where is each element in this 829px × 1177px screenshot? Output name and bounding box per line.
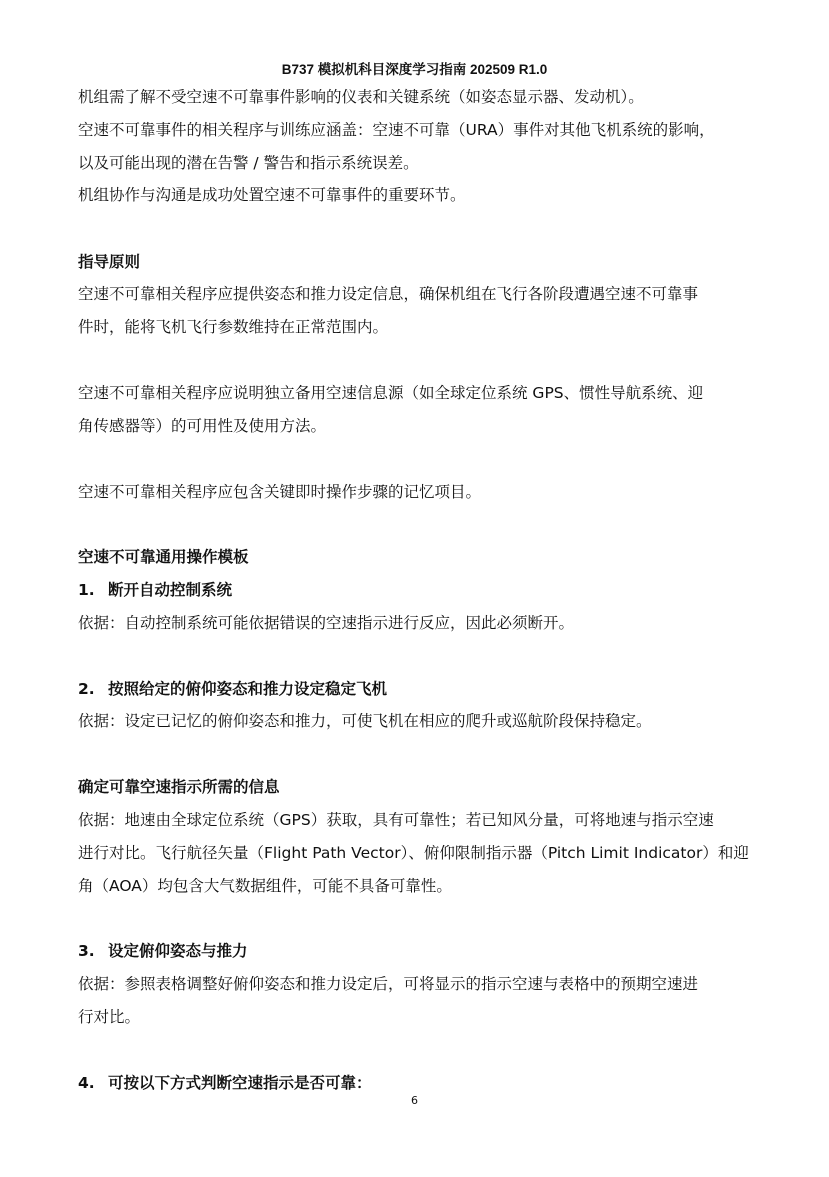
step-number: 1. [78,581,95,599]
step-title: 设定俯仰姿态与推力 [108,942,248,960]
body-text-line: 空速不可靠相关程序应提供姿态和推力设定信息，确保机组在飞行各阶段遭遇空速不可靠事 [78,285,699,303]
body-text-line: 进行对比。飞行航径矢量（Flight Path Vector）、俯仰限制指示器（Pitch Limit Indicator）和迎 [78,844,749,862]
step-heading-2 [78,678,758,700]
body-text-line: 空速不可靠事件的相关程序与训练应涵盖：空速不可靠（URA）事件对其他飞机系统的影响， [78,121,715,139]
body-text-line: 依据：设定已记忆的俯仰姿态和推力，可使飞机在相应的爬升或巡航阶段保持稳定。 [78,712,652,730]
document-header: B737 模拟机科目深度学习指南 202509 R1.0 [281,62,548,77]
body-text-line: 角（AOA）均包含大气数据组件，可能不具备可靠性。 [78,877,452,895]
body-text-line: 件时，能将飞机飞行参数维持在正常范围内。 [78,318,389,336]
section-heading-guiding-principles: 指导原则 [78,253,141,271]
body-text-line: 以及可能出现的潜在告警 / 警告和指示系统误差。 [78,154,419,172]
body-text-line: 行对比。 [78,1008,141,1026]
step-heading-3 [78,940,758,962]
step-number: 2. [78,680,95,698]
body-text-line: 依据：地速由全球定位系统（GPS）获取，具有可靠性；若已知风分量，可将地速与指示空速 [78,811,714,829]
step-number: 3. [78,942,95,960]
page-number: 6 [411,1094,418,1107]
step-heading-4 [78,1072,758,1094]
body-text-line: 依据：参照表格调整好俯仰姿态和推力设定后，可将显示的指示空速与表格中的预期空速进 [78,975,699,993]
body-text-line: 空速不可靠相关程序应说明独立备用空速信息源（如全球定位系统 GPS、惯性导航系统、迎 [78,384,704,402]
step-number: 4. [78,1074,95,1092]
section-heading-template: 空速不可靠通用操作模板 [78,548,249,566]
step-title: 可按以下方式判断空速指示是否可靠： [108,1074,372,1092]
body-text-line: 空速不可靠相关程序应包含关键即时操作步骤的记忆项目。 [78,483,482,501]
body-text-line: 机组协作与沟通是成功处置空速不可靠事件的重要环节。 [78,186,466,204]
step-title: 按照给定的俯仰姿态和推力设定稳定飞机 [108,680,388,698]
body-text-line: 机组需了解不受空速不可靠事件影响的仪表和关键系统（如姿态显示器、发动机）。 [78,88,644,106]
step-title: 断开自动控制系统 [108,581,233,599]
section-heading-reliable-airspeed: 确定可靠空速指示所需的信息 [78,778,280,796]
body-text-line: 依据：自动控制系统可能依据错误的空速指示进行反应，因此必须断开。 [78,614,575,632]
body-text-line: 角传感器等）的可用性及使用方法。 [78,417,327,435]
step-heading-1 [78,579,758,601]
